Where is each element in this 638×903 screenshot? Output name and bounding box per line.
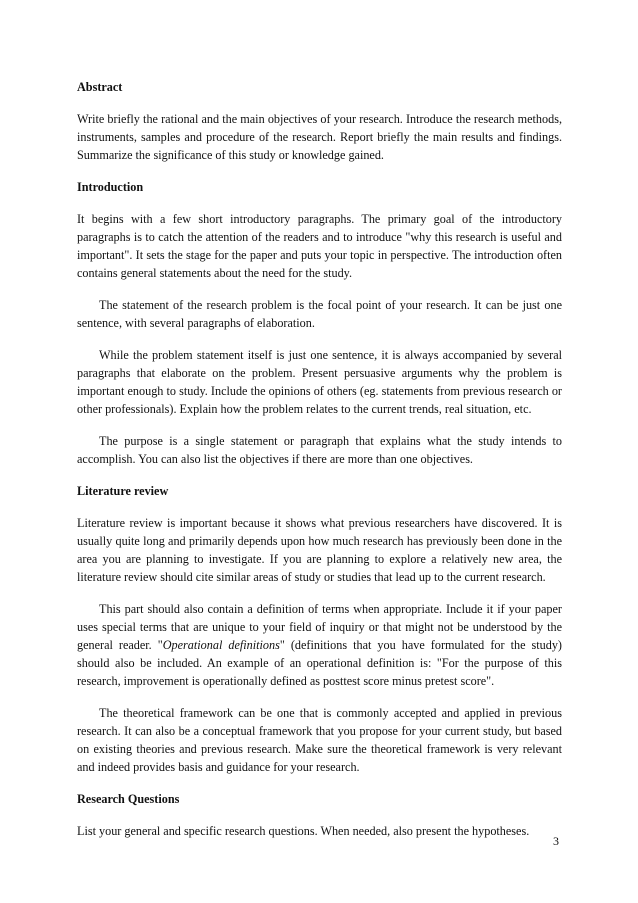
operational-definitions-term: Operational definitions bbox=[162, 638, 280, 652]
research-questions-paragraph: List your general and specific research questions. When needed, also present the hypotheses. bbox=[77, 824, 530, 838]
abstract-paragraph: Write briefly the rational and the main objectives of your research. Introduce the research methods, instruments, samples and procedure of the research. Report briefly the main results and findings. Summarize the significance of this study or knowledge gained. bbox=[77, 112, 562, 162]
page-number: 3 bbox=[553, 834, 559, 848]
abstract-heading: Abstract bbox=[77, 80, 123, 94]
introduction-paragraph-4: The purpose is a single statement or paragraph that explains what the study intends to accomplish. You can also list the objectives if there are more than one objectives. bbox=[77, 434, 562, 466]
introduction-paragraph-3: While the problem statement itself is just one sentence, it is always accompanied by several paragraphs that elaborate on the problem. Present persuasive arguments why the problem is important enough to study. Include the opinions of others (eg. statements from previous research or other professionals). Explain how the problem relates to the current trends, real situation, etc. bbox=[77, 348, 562, 416]
literature-review-paragraph-1: Literature review is important because it shows what previous researchers have discovered. It is usually quite long and primarily depends upon how much research has previously been done in the area you are planning to investigate. If you are planning to explore a relatively new area, the literature review should cite similar areas of study or studies that lead up to the current research. bbox=[77, 516, 562, 584]
introduction-paragraph-1: It begins with a few short introductory paragraphs. The primary goal of the introductory paragraphs is to catch the attention of the readers and to introduce "why this research is useful and important". It sets the stage for the paper and puts your topic in perspective. The introduction often contains general statements about the need for the study. bbox=[77, 212, 562, 280]
research-questions-heading: Research Questions bbox=[77, 792, 180, 806]
definition-text-after: " (definitions that you have formulated for the study) should also be included. An example of an operational definition is: "For the purpose of this research, improvement is operationally defined as posttest score minus pretest score". bbox=[77, 638, 562, 688]
introduction-paragraph-2: The statement of the research problem is the focal point of your research. It can be just one sentence, with several paragraphs of elaboration. bbox=[77, 298, 562, 330]
definition-text-before: This part should also contain a definition of terms when appropriate. Include it if your paper uses special terms that are unique to your field of inquiry or that might not be understood by the general reader. " bbox=[77, 602, 562, 652]
introduction-heading: Introduction bbox=[77, 180, 144, 194]
document-page bbox=[77, 78, 562, 854]
literature-review-paragraph-3: The theoretical framework can be one that is commonly accepted and applied in previous research. It can also be a conceptual framework that you propose for your current study, but based on existing theories and previous research. Make sure the theoretical framework is very relevant and indeed provides basis and guidance for your research. bbox=[77, 706, 562, 774]
literature-review-paragraph-2 bbox=[77, 600, 562, 690]
literature-review-heading: Literature review bbox=[77, 484, 169, 498]
